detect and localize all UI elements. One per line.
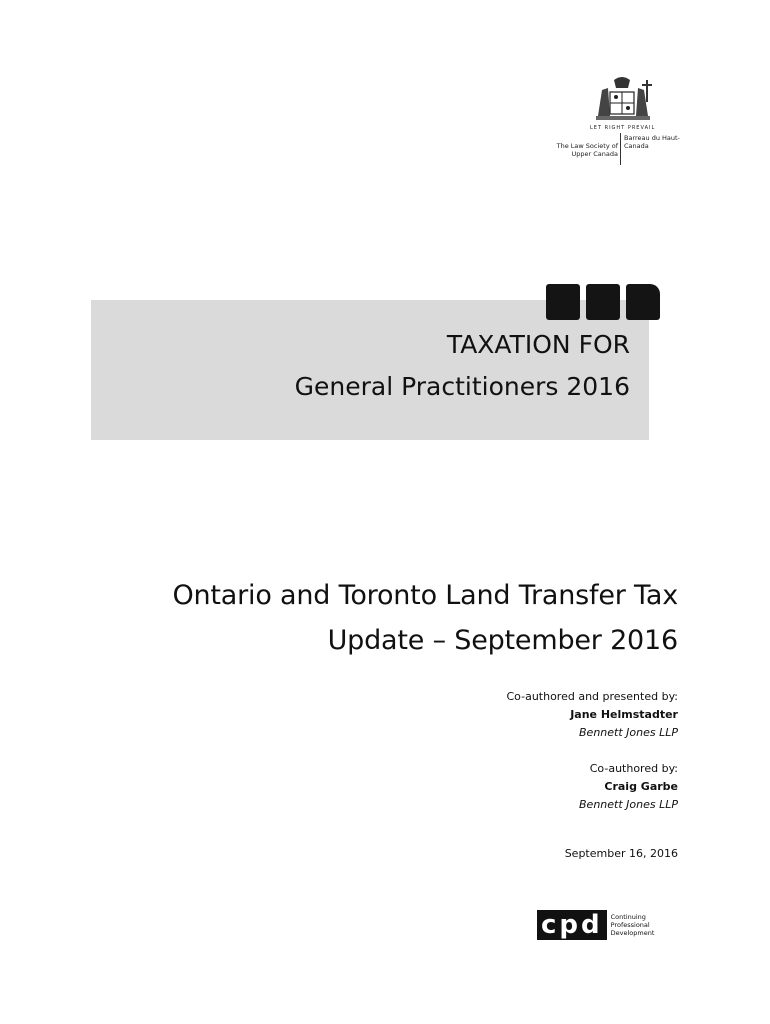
- logo-motto: LET RIGHT PREVAIL: [590, 125, 656, 131]
- banner-block: [546, 284, 580, 320]
- presenter-firm: Bennett Jones LLP: [579, 726, 678, 739]
- coauthored-presented-label: Co-authored and presented by:: [506, 690, 678, 703]
- coauthor-name: Craig Garbe: [604, 780, 678, 793]
- cpd-logo-text: [611, 913, 655, 937]
- credits: [507, 688, 679, 814]
- banner-title: TAXATION FOR: [446, 330, 630, 359]
- banner-subtitle: General Practitioners 2016: [294, 372, 630, 401]
- document-subtitle: Update – September 2016: [327, 625, 678, 656]
- coauthor-firm: Bennett Jones LLP: [579, 798, 678, 811]
- coauthored-label: Co-authored by:: [589, 762, 678, 775]
- presenter-name: Jane Helmstadter: [570, 708, 678, 721]
- banner-blocks: [546, 284, 660, 320]
- title-banner: [91, 300, 649, 440]
- document-date: September 16, 2016: [564, 847, 678, 860]
- cpd-line-1: Continuing: [610, 913, 646, 921]
- cpd-line-3: Development: [610, 929, 655, 937]
- logo-divider: [620, 133, 621, 165]
- banner-block: [626, 284, 660, 320]
- society-name-french: Barreau du Haut-Canada: [624, 134, 680, 150]
- society-name-english: The Law Society of Upper Canada: [556, 142, 618, 158]
- banner-block: [586, 284, 620, 320]
- document-title: Ontario and Toronto Land Transfer Tax: [172, 580, 678, 611]
- cpd-logo-mark: cpd: [537, 910, 607, 940]
- cpd-line-2: Professional: [610, 921, 650, 929]
- cpd-logo: [537, 910, 654, 940]
